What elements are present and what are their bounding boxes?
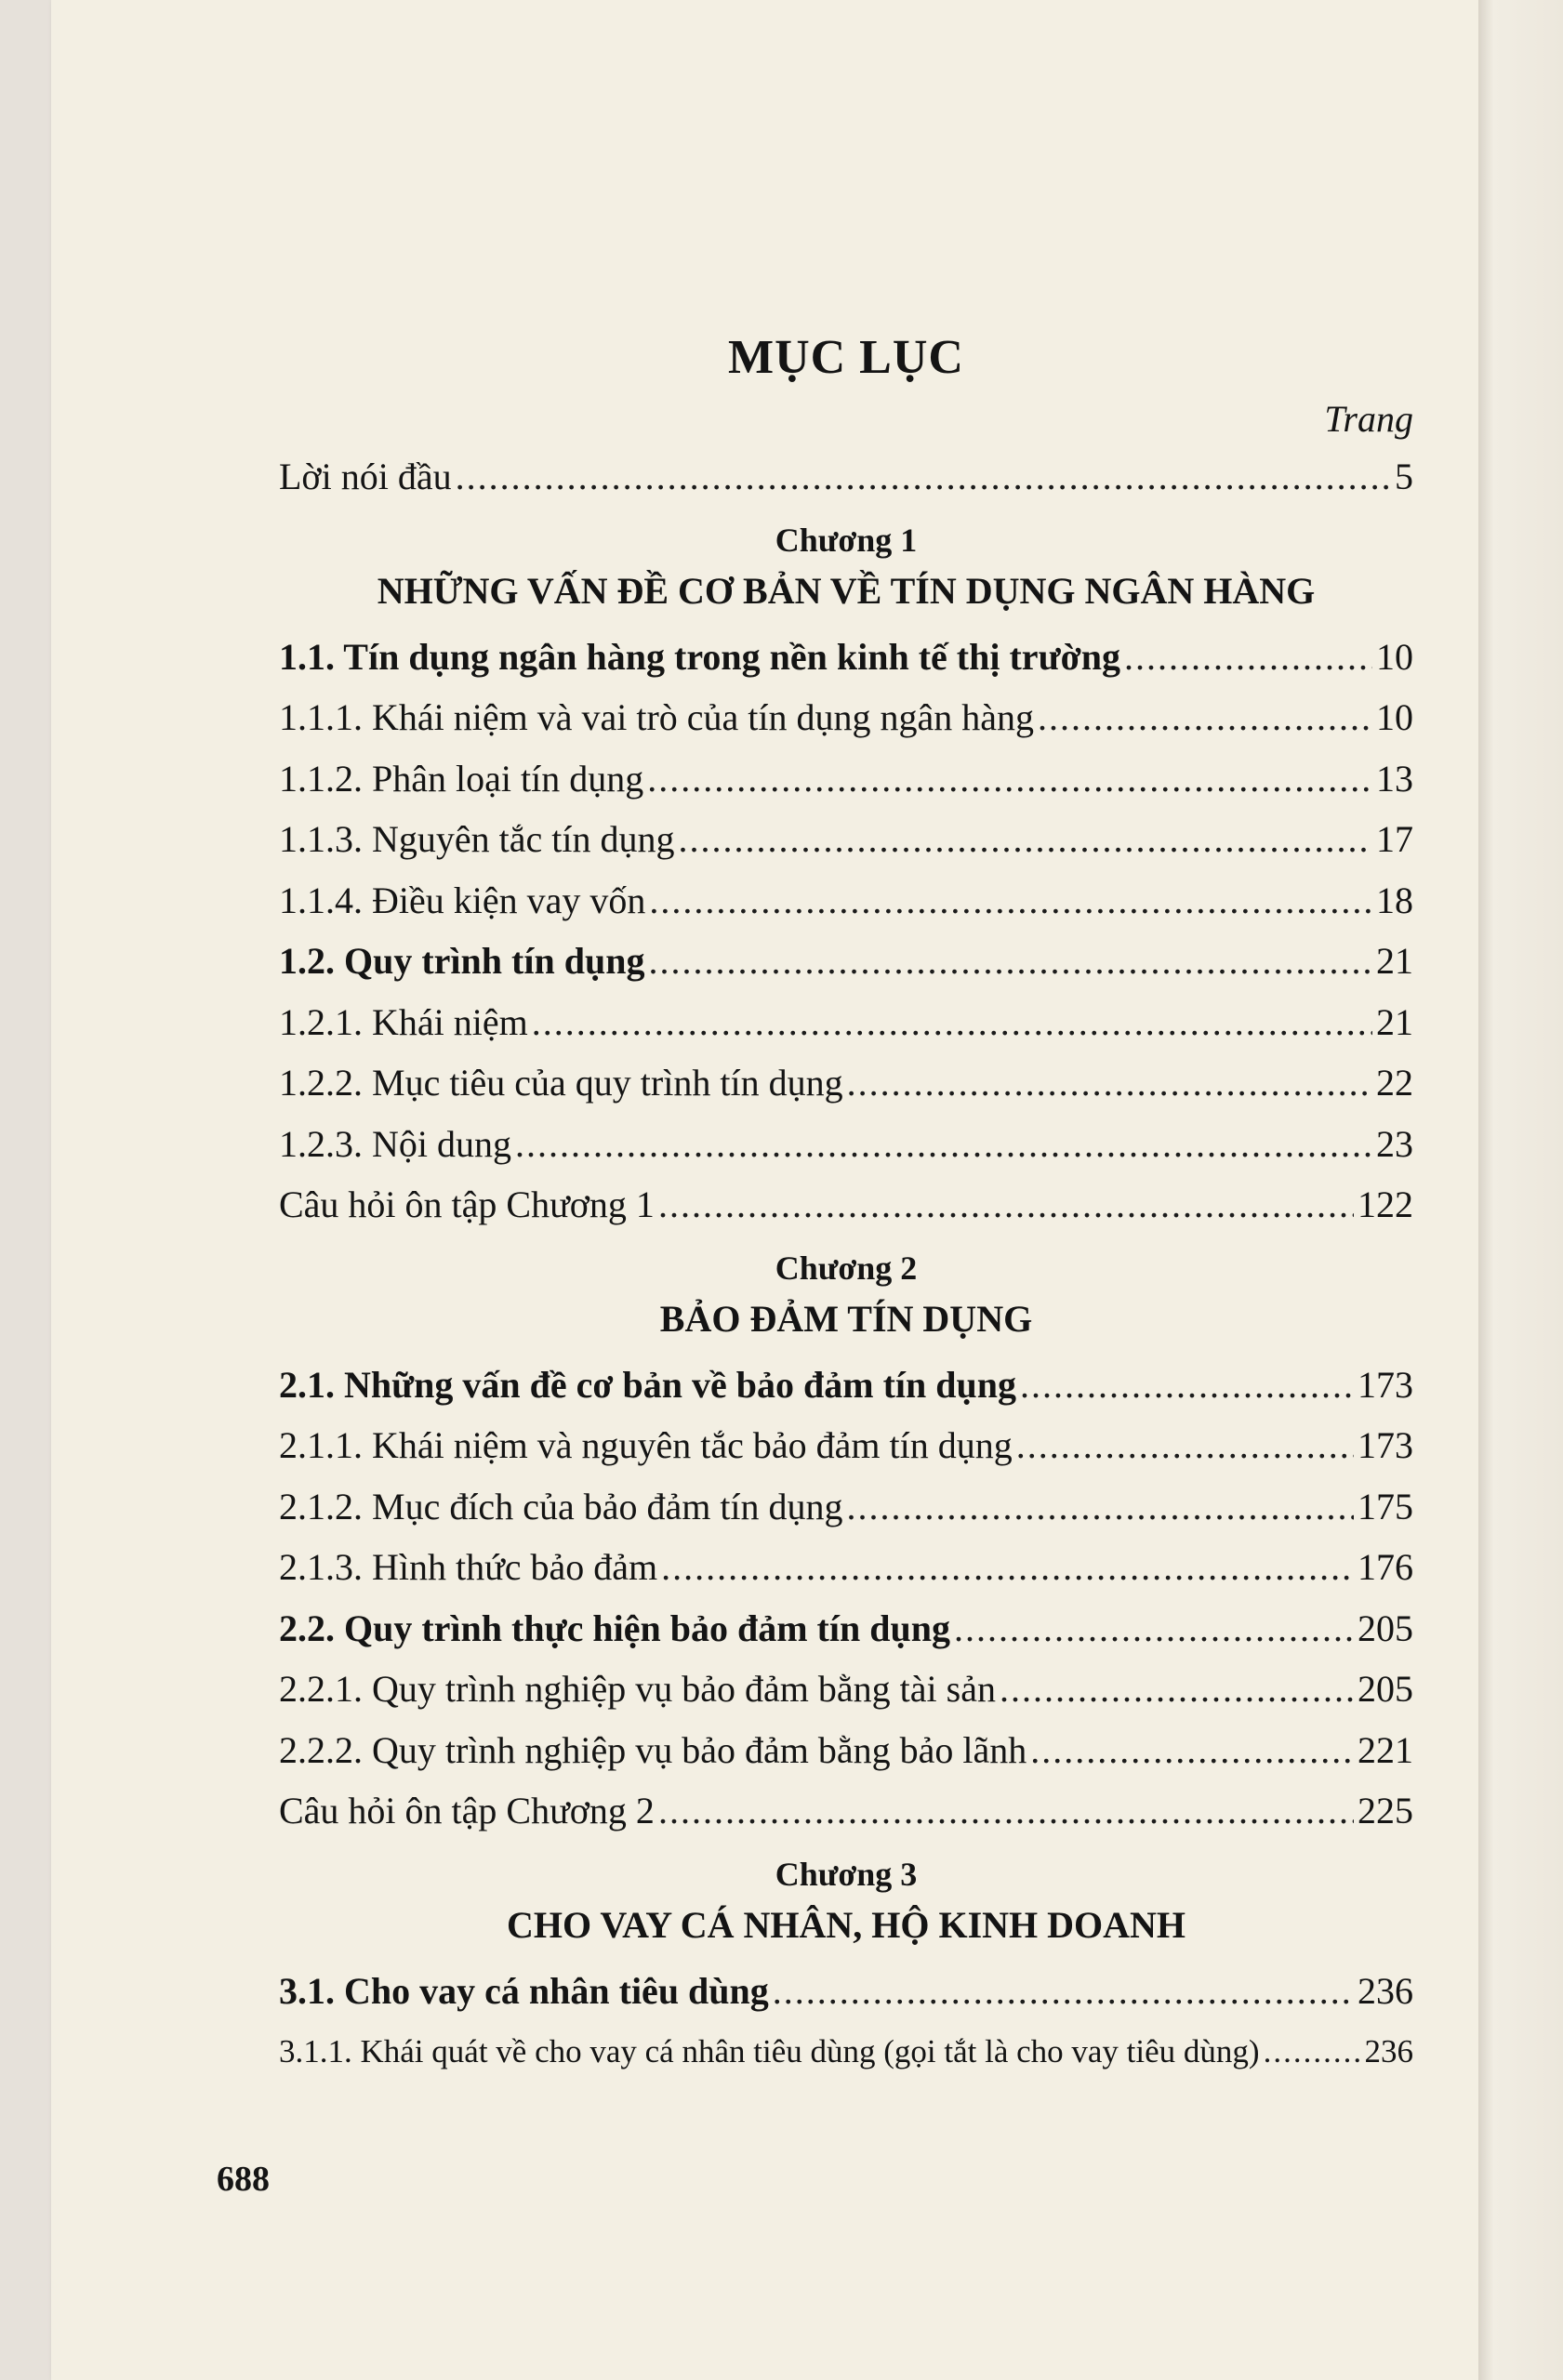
dot-leader [649,870,1372,932]
toc-entry-page: 5 [1395,456,1413,497]
toc-entry-page: 236 [1358,1969,1413,2012]
toc-entry-2-1-1[interactable] [279,1415,1413,1476]
toc-entry-2-2[interactable] [279,1598,1413,1659]
toc-entry-label: 1.2.2. Mục tiêu của quy trình tín dụng [279,1062,843,1104]
toc-entry-page: 176 [1358,1546,1413,1588]
dot-leader [1264,2021,1361,2082]
toc-entry-2-1[interactable] [279,1355,1413,1416]
toc-entry-2-2-2[interactable] [279,1720,1413,1781]
next-page-edge [1478,0,1563,2380]
dot-leader [954,1598,1354,1659]
toc-entry-label: 2.2.1. Quy trình nghiệp vụ bảo đảm bằng tài sản [279,1668,996,1710]
toc-entry-label: 1.1.2. Phân loại tín dụng [279,757,644,800]
toc-entry-label: Câu hỏi ôn tập Chương 1 [279,1183,655,1225]
toc-entry-label: 1.1.4. Điều kiện vay vốn [279,879,646,921]
dot-leader [1000,1659,1354,1720]
toc-entry-page: 173 [1358,1363,1413,1406]
toc-entry-label: 1.2.1. Khái niệm [279,1000,528,1043]
dot-leader [847,1052,1372,1114]
toc-entry-label: 1.2.3. Nội dung [279,1122,511,1165]
toc-entry-page: 17 [1376,818,1413,860]
chapter-3-heading: Chương 3 [775,1855,918,1893]
toc-entry-page: 21 [1376,940,1413,982]
dot-leader [658,1174,1354,1236]
chapter-1-title: NHỮNG VẤN ĐỀ CƠ BẢN VỀ TÍN DỤNG NGÂN HÀNG [377,569,1316,612]
toc-entry-page: 236 [1364,2033,1413,2069]
dot-leader [1124,627,1372,688]
toc-entry-1-1-1[interactable] [279,687,1413,748]
toc-entry-label: Lời nói đầu [279,456,452,497]
toc-entry-1-1[interactable] [279,627,1413,688]
toc-entry-1-1-2[interactable] [279,748,1413,810]
toc-entry-1-1-3[interactable] [279,809,1413,870]
toc-entry-1-2[interactable] [279,931,1413,992]
toc-entry-page: 10 [1376,696,1413,738]
toc-entry-page: 175 [1358,1485,1413,1527]
toc-entry-3-1-1[interactable] [279,2021,1413,2082]
toc-entry-page: 22 [1376,1062,1413,1104]
table-of-contents [279,325,1413,2082]
toc-entry-1-2-3[interactable] [279,1114,1413,1175]
toc-entry-page: 205 [1358,1668,1413,1710]
toc-entry-label: 1.2. Quy trình tín dụng [279,940,645,982]
toc-entry-2-1-3[interactable] [279,1537,1413,1598]
toc-entry-label: 3.1.1. Khái quát về cho vay cá nhân tiêu dùng (gọi tắt là cho vay tiêu dùng) [279,2033,1260,2069]
toc-title: MỤC LỤC [728,331,964,384]
dot-leader [658,1780,1354,1842]
toc-entry-label: 2.1.2. Mục đích của bảo đảm tín dụng [279,1485,843,1527]
dot-leader [532,992,1372,1053]
toc-entry-3-1[interactable] [279,1961,1413,2022]
toc-entry-1-2-2[interactable] [279,1052,1413,1114]
dot-leader [661,1537,1354,1598]
toc-entry-intro[interactable] [279,446,1413,508]
page-column-header [279,392,1413,446]
toc-entry-1-2-1[interactable] [279,992,1413,1053]
dot-leader [1038,687,1372,748]
toc-entry-page: 122 [1358,1183,1413,1225]
toc-entry-label: 2.1.1. Khái niệm và nguyên tắc bảo đảm tín dụng [279,1424,1013,1466]
toc-entry-2-2-1[interactable] [279,1659,1413,1720]
toc-entry-page: 225 [1358,1790,1413,1831]
dot-leader [647,748,1372,810]
chapter-2-title: BẢO ĐẢM TÍN DỤNG [659,1297,1033,1340]
dot-leader [773,1961,1354,2022]
chapter-2-heading: Chương 2 [775,1249,918,1287]
page-column-label: Trang [1324,398,1413,440]
chapter-1-heading: Chương 1 [775,521,918,559]
toc-entry-page: 13 [1376,757,1413,800]
dot-leader [679,809,1373,870]
toc-entry-page: 21 [1376,1000,1413,1043]
toc-entry-review-2[interactable] [279,1780,1413,1842]
toc-entry-label: 2.1. Những vấn đề cơ bản về bảo đảm tín dụng [279,1363,1017,1406]
dot-leader [515,1114,1372,1175]
toc-entry-label: 1.1.3. Nguyên tắc tín dụng [279,818,675,860]
dot-leader [1020,1355,1354,1416]
toc-entry-page: 23 [1376,1122,1413,1165]
toc-entry-label: 2.2. Quy trình thực hiện bảo đảm tín dụng [279,1606,950,1649]
dot-leader [456,446,1391,508]
chapter-3-title: CHO VAY CÁ NHÂN, HỘ KINH DOANH [506,1903,1186,1946]
toc-entry-page: 205 [1358,1606,1413,1649]
toc-entry-page: 221 [1358,1728,1413,1771]
toc-entry-label: 2.2.2. Quy trình nghiệp vụ bảo đảm bằng bảo lãnh [279,1728,1027,1771]
toc-entry-page: 10 [1376,635,1413,678]
dot-leader [1030,1720,1354,1781]
toc-entry-page: 18 [1376,879,1413,921]
toc-entry-review-1[interactable] [279,1174,1413,1236]
toc-entry-label: 3.1. Cho vay cá nhân tiêu dùng [279,1969,769,2012]
toc-entry-label: 1.1. Tín dụng ngân hàng trong nền kinh tế thị trường [279,635,1120,678]
page-number: 688 [217,2160,270,2199]
toc-entry-2-1-2[interactable] [279,1476,1413,1538]
toc-entry-1-1-4[interactable] [279,870,1413,932]
dot-leader [1016,1415,1354,1476]
toc-entry-label: Câu hỏi ôn tập Chương 2 [279,1790,655,1831]
toc-entry-label: 1.1.1. Khái niệm và vai trò của tín dụng ngân hàng [279,696,1035,738]
dot-leader [648,931,1372,992]
dot-leader [847,1476,1354,1538]
toc-entry-label: 2.1.3. Hình thức bảo đảm [279,1546,658,1588]
toc-entry-page: 173 [1358,1424,1413,1466]
